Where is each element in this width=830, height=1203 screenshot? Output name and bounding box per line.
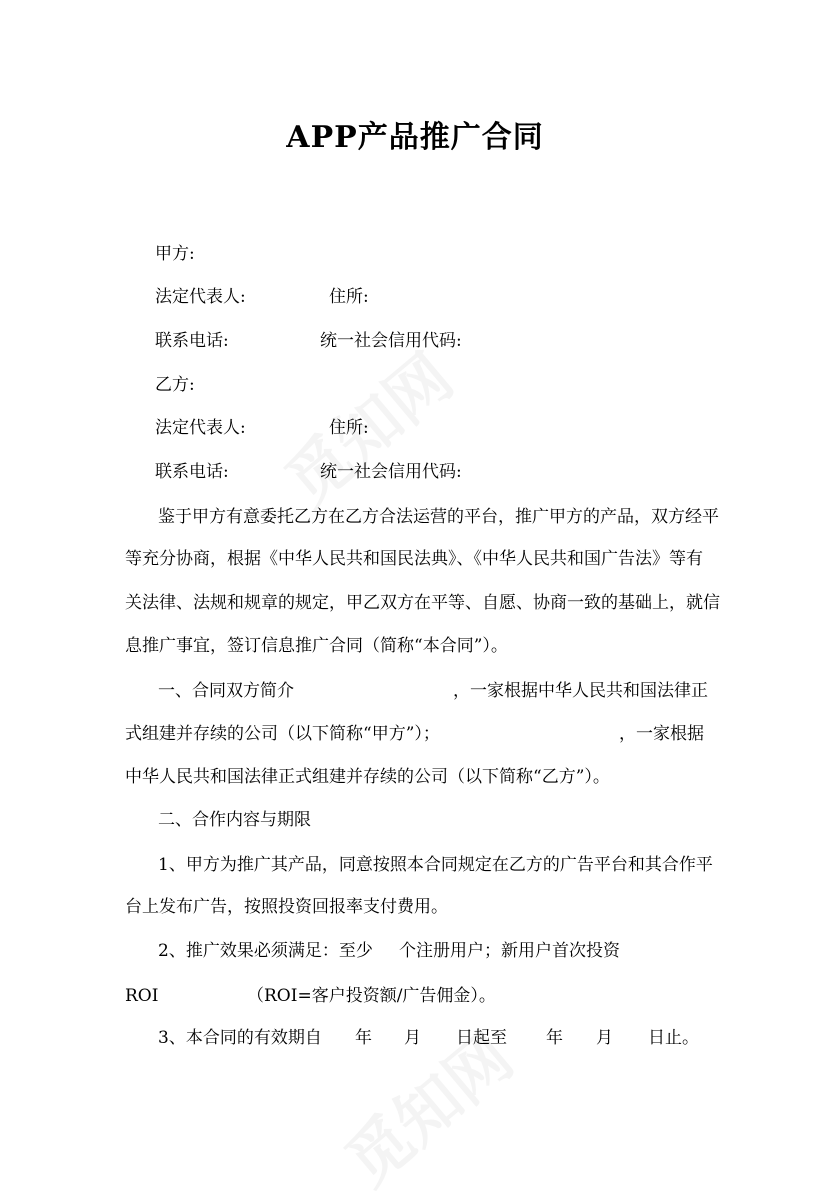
section1-text: 式组建并存续的公司（以下简称“甲方”）； <box>125 724 440 744</box>
section2-item3-year: 年 <box>355 1028 372 1048</box>
preamble-line: 鉴于甲方有意委托乙方在乙方合法运营的平台，推广甲方的产品，双方经平 <box>158 507 719 527</box>
party-a-address: 住所: <box>329 287 369 307</box>
section1-heading: 一、合同双方简介 <box>158 681 294 701</box>
section1-text: 中华人民共和国法律正式组建并存续的公司（以下简称“乙方”）。 <box>125 767 610 787</box>
section2-item3-day: 日止。 <box>648 1028 699 1048</box>
section2-item2: 个注册用户；新用户首次投资 <box>399 941 620 961</box>
section2-item1: 台上发布广告，按照投资回报率支付费用。 <box>125 897 448 917</box>
party-a-credit-code: 统一社会信用代码: <box>320 331 462 351</box>
party-b-credit-code: 统一社会信用代码: <box>320 462 462 482</box>
document-title: APP产品推广合同 <box>286 120 544 155</box>
section2-item3: 3、本合同的有效期自 <box>158 1028 322 1048</box>
party-a-legal-rep: 法定代表人: <box>155 287 246 307</box>
section1-text: ，一家根据中华人民共和国法律正 <box>453 681 708 701</box>
preamble-line: 等充分协商，根据《中华人民共和国民法典》、《中华人民共和国广告法》等有 <box>125 549 703 569</box>
section2-item3-month: 月 <box>404 1028 421 1048</box>
preamble-line: 关法律、法规和规章的规定，甲乙双方在平等、自愿、协商一致的基础上，就信 <box>125 593 720 613</box>
section2-item2-roi: ROI <box>125 986 159 1006</box>
party-a-label: 甲方: <box>155 244 195 264</box>
party-b-legal-rep: 法定代表人: <box>155 418 246 438</box>
section2-item2: 2、推广效果必须满足：至少 <box>158 941 373 961</box>
party-b-address: 住所: <box>329 418 369 438</box>
party-a-phone: 联系电话: <box>155 331 229 351</box>
section2-item2-roi-formula: （ROI=客户投资额/广告佣金）。 <box>247 986 496 1006</box>
section2-item1: 1、甲方为推广其产品，同意按照本合同规定在乙方的广告平台和其合作平 <box>158 855 713 875</box>
section2-heading: 二、合作内容与期限 <box>158 810 311 830</box>
party-b-label: 乙方: <box>155 375 195 395</box>
section2-item3-month: 月 <box>596 1028 613 1048</box>
preamble-line: 息推广事宜，签订信息推广合同（简称“本合同”）。 <box>125 636 508 656</box>
section2-item3-year: 年 <box>546 1028 563 1048</box>
party-b-phone: 联系电话: <box>155 462 229 482</box>
section2-item3-day: 日起至 <box>456 1028 507 1048</box>
section1-text: ，一家根据 <box>619 724 704 744</box>
